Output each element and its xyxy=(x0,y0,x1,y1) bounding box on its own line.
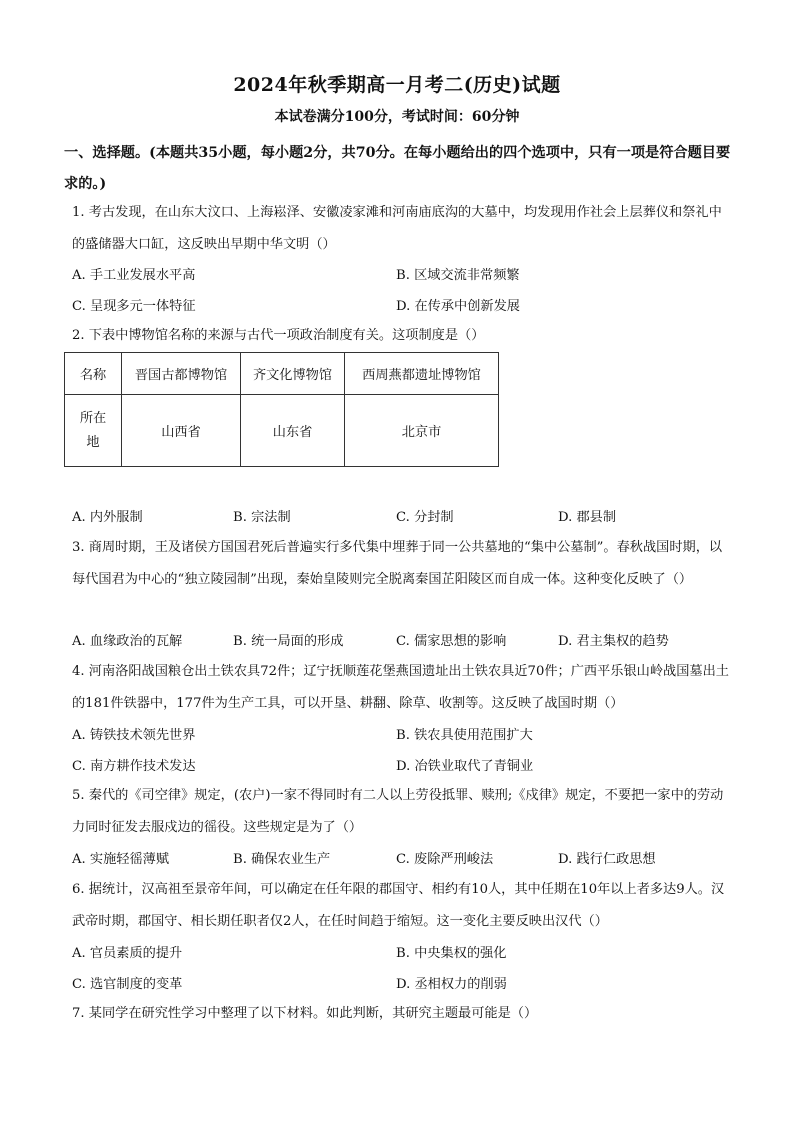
q3-option-d[interactable]: D. 君主集权的趋势 xyxy=(558,634,669,649)
q1-option-a[interactable]: A. 手工业发展水平高 xyxy=(72,268,196,283)
question-4-options xyxy=(72,724,732,748)
q4-option-c[interactable]: C. 南方耕作技术发达 xyxy=(72,759,196,774)
question-2-options xyxy=(72,506,732,530)
q4-option-a[interactable]: A. 铸铁技术领先世界 xyxy=(72,728,196,743)
q6-option-b[interactable]: B. 中央集权的强化 xyxy=(396,946,507,961)
table-header-jin: 晋国古都博物馆 xyxy=(122,353,241,395)
q2-option-a[interactable]: A. 内外服制 xyxy=(72,510,143,525)
q5-option-d[interactable]: D. 践行仁政思想 xyxy=(558,852,656,867)
q5-option-b[interactable]: B. 确保农业生产 xyxy=(233,852,331,867)
q3-option-c[interactable]: C. 儒家思想的影响 xyxy=(396,634,507,649)
table-header-yan: 西周燕都遗址博物馆 xyxy=(345,353,499,395)
question-4-stem: 4. 河南洛阳战国粮仓出土铁农具72件；辽宁抚顺莲花堡燕国遗址出土铁农具近70件；广西平乐银山岭战国墓出土的181件铁器中，177件为生产工具，可以开垦、耕翻、除草、收割等。这反映了战国时期（） xyxy=(72,664,729,711)
table-cell-shanxi: 山西省 xyxy=(122,395,241,467)
question-3-stem: 3. 商周时期，王及诸侯方国国君死后普遍实行多代集中埋葬于同一公共墓地的“集中公墓制”。春秋战国时期，以每代国君为中心的“独立陵园制”出现，秦始皇陵则完全脱离秦国芷阳陵区而自成一体。这种变化反映了（） xyxy=(72,540,723,587)
q6-option-c[interactable]: C. 选官制度的变革 xyxy=(72,977,183,992)
section-heading: 一、选择题。(本题共35小题，每小题2分，共70分。在每小题给出的四个选项中，只有一项是符合题目要求的。) xyxy=(64,145,731,192)
question-6-options xyxy=(72,942,732,966)
table-header-name: 名称 xyxy=(65,353,122,395)
question-6-options-2 xyxy=(72,973,732,997)
question-5-options xyxy=(72,848,732,872)
question-1-stem: 1. 考古发现，在山东大汶口、上海崧泽、安徽凌家滩和河南庙底沟的大墓中，均发现用作社会上层葬仪和祭礼中的盛储器大口缸，这反映出早期中华文明（） xyxy=(72,205,722,252)
q6-option-a[interactable]: A. 官员素质的提升 xyxy=(72,946,183,961)
q2-option-c[interactable]: C. 分封制 xyxy=(396,510,454,525)
table-cell-beijing: 北京市 xyxy=(345,395,499,467)
table-row-label xyxy=(65,395,122,467)
q2-option-d[interactable]: D. 郡县制 xyxy=(558,510,617,525)
exam-subtitle: 本试卷满分100分，考试时间：60分钟 xyxy=(274,109,520,125)
exam-title: 2024年秋季期高一月考二(历史)试题 xyxy=(233,74,561,96)
q4-option-d[interactable]: D. 冶铁业取代了青铜业 xyxy=(396,759,534,774)
question-3-options xyxy=(72,630,732,654)
q1-option-c[interactable]: C. 呈现多元一体特征 xyxy=(72,299,196,314)
q6-option-d[interactable]: D. 丞相权力的削弱 xyxy=(396,977,507,992)
q1-option-d[interactable]: D. 在传承中创新发展 xyxy=(396,299,520,314)
table-cell-shandong: 山东省 xyxy=(241,395,345,467)
q5-option-c[interactable]: C. 废除严刑峻法 xyxy=(396,852,494,867)
question-5-stem: 5. 秦代的《司空律》规定，(农户)一家不得同时有二人以上劳役抵罪、赎刑;《戍律》规定，不要把一家中的劳动力同时征发去服戍边的徭役。这些规定是为了（） xyxy=(72,788,724,835)
question-4-options-2 xyxy=(72,755,732,779)
q5-option-a[interactable]: A. 实施轻徭薄赋 xyxy=(72,852,170,867)
museum-table xyxy=(64,352,499,467)
question-6-stem: 6. 据统计，汉高祖至景帝年间，可以确定在任年限的郡国守、相约有10人，其中任期在10年以上者多达9人。汉武帝时期，郡国守、相长期任职者仅2人，在任时间趋于缩短。这一变化主要反映出汉代（） xyxy=(72,882,725,929)
q3-option-a[interactable]: A. 血缘政治的瓦解 xyxy=(72,634,183,649)
q1-option-b[interactable]: B. 区域交流非常频繁 xyxy=(396,268,520,283)
q2-option-b[interactable]: B. 宗法制 xyxy=(233,510,291,525)
question-1-options-2 xyxy=(72,295,732,319)
table-header-qi: 齐文化博物馆 xyxy=(241,353,345,395)
q3-option-b[interactable]: B. 统一局面的形成 xyxy=(233,634,344,649)
q4-option-b[interactable]: B. 铁农具使用范围扩大 xyxy=(396,728,533,743)
question-7-stem: 7. 某同学在研究性学习中整理了以下材料。如此判断，其研究主题最可能是（） xyxy=(72,1006,538,1021)
question-1-options xyxy=(72,264,732,288)
table-row-label-text: 所在地 xyxy=(79,410,107,450)
question-2-stem: 2. 下表中博物馆名称的来源与古代一项政治制度有关。这项制度是（） xyxy=(72,328,485,343)
